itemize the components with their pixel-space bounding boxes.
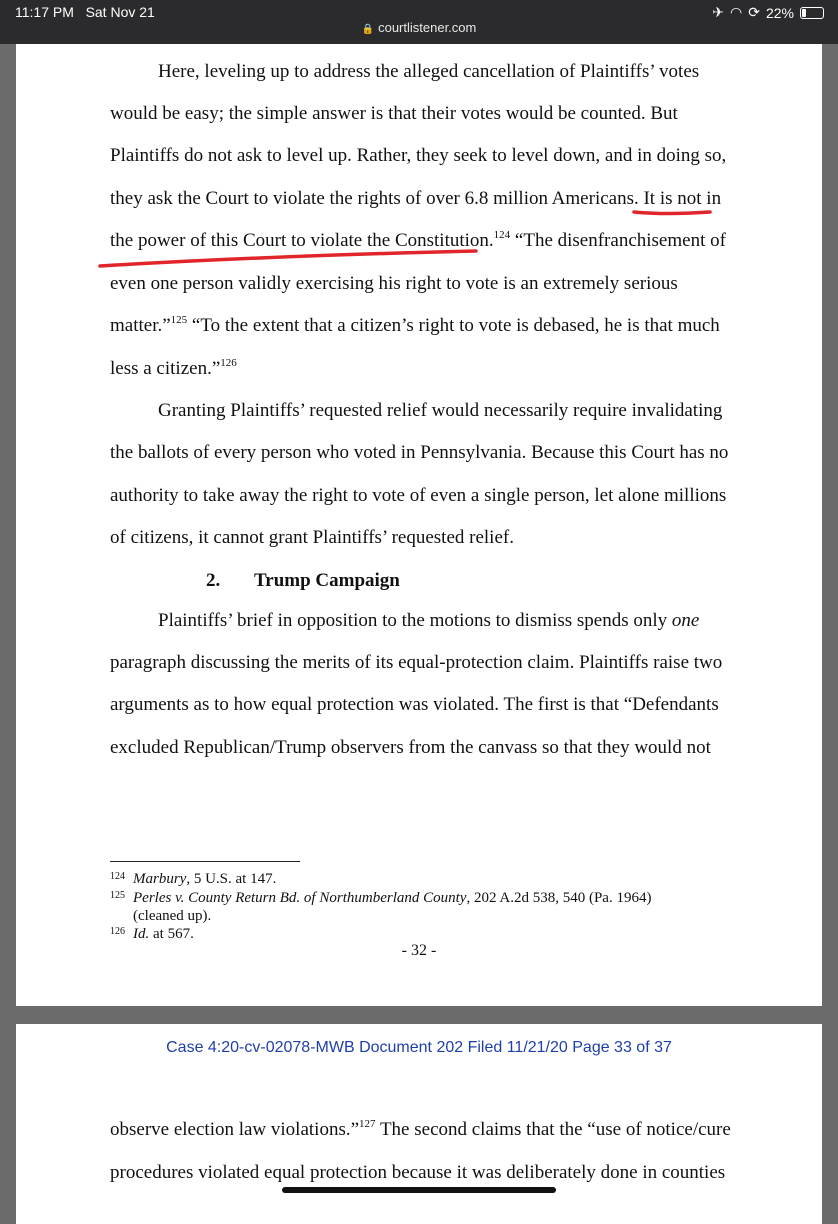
body-line: paragraph discussing the merits of its equal-protection claim. Plaintiffs raise two: [110, 652, 723, 673]
body-line: observe election law violations.”$^{127}$ The second claims that the “use of notice/cure: [110, 1118, 731, 1140]
status-time: 11:17 PM Sat Nov 21: [15, 4, 155, 20]
body-line: of citizens, it cannot grant Plaintiffs’ requested relief.: [110, 527, 514, 548]
document-page-next: [16, 1024, 822, 1224]
body-line: the power of this Court to violate the Constitution.$^{124}$ “The disenfranchisement of: [110, 229, 726, 251]
footnote: $^{125}$ Perles v. County Return Bd. of Northumberland County, 202 A.2d 538, 540 (Pa. 1964): [110, 890, 652, 906]
body-line: Granting Plaintiffs’ requested relief would necessarily require invalidating: [158, 400, 723, 421]
body-line: arguments as to how equal protection was violated. The first is that “Defendants: [110, 694, 719, 715]
home-indicator[interactable]: [282, 1187, 556, 1193]
footnote-ref[interactable]: 124: [493, 229, 511, 241]
body-line: the ballots of every person who voted in Pennsylvania. Because this Court has no: [110, 442, 729, 463]
body-line: even one person validly exercising his right to vote is an extremely serious: [110, 273, 678, 294]
lock-icon: 🔒: [361, 24, 375, 35]
red-underline-annotation: [16, 44, 822, 284]
footnote-divider: [110, 861, 300, 862]
body-line: Plaintiffs’ brief in opposition to the motions to dismiss spends only one: [158, 610, 700, 631]
page-number: - 32 -: [401, 942, 437, 959]
footnote-ref[interactable]: 125: [170, 314, 188, 326]
footnote-ref[interactable]: 126: [220, 357, 237, 369]
body-line: they ask the Court to violate the rights of over 6.8 million Americans. It is not in: [110, 188, 722, 209]
highlighted-sentence: the power of this Court to violate the Constitution.: [110, 230, 494, 251]
lock-rotation-icon: ⟳: [748, 4, 760, 20]
case-header: Case 4:20-cv-02078-MWB Document 202 Filed 11/21/20 Page 33 of 37: [166, 1039, 672, 1056]
body-line: Here, leveling up to address the alleged cancellation of Plaintiffs’ votes: [158, 61, 700, 82]
airplane-icon: ✈: [712, 4, 725, 20]
body-line: procedures violated equal protection because it was deliberately done in counties: [110, 1162, 726, 1183]
status-bar: [0, 0, 838, 44]
footnote-ref[interactable]: 127: [359, 1118, 376, 1130]
document-page: [16, 44, 822, 1006]
footnote-continuation: (cleaned up).: [133, 908, 212, 924]
footnote: $^{124}$ Marbury, 5 U.S. at 147.: [110, 871, 277, 887]
body-line: would be easy; the simple answer is that their votes would be counted. But: [110, 103, 678, 124]
body-line: authority to take away the right to vote of even a single person, let alone millions: [110, 485, 727, 506]
body-line: excluded Republican/Trump observers from the canvass so that they would not: [110, 737, 711, 758]
section-number: 2.: [206, 570, 221, 591]
section-heading: Trump Campaign: [254, 570, 400, 591]
battery-icon: [800, 7, 824, 19]
status-indicators: [712, 4, 824, 21]
body-line: Plaintiffs do not ask to level up. Rather, they seek to level down, and in doing so,: [110, 145, 727, 166]
battery-percent: 22%: [765, 4, 794, 21]
body-line: matter.”$^{125}$ “To the extent that a citizen’s right to vote is debased, he is that much: [110, 314, 720, 336]
url-text: courtlistener.com: [378, 20, 477, 35]
url-bar[interactable]: [0, 20, 838, 35]
body-line: less a citizen.”$^{126}$: [110, 357, 237, 379]
footnote: $^{126}$ Id. at 567.: [110, 926, 194, 942]
wifi-icon: ◠: [730, 4, 743, 20]
